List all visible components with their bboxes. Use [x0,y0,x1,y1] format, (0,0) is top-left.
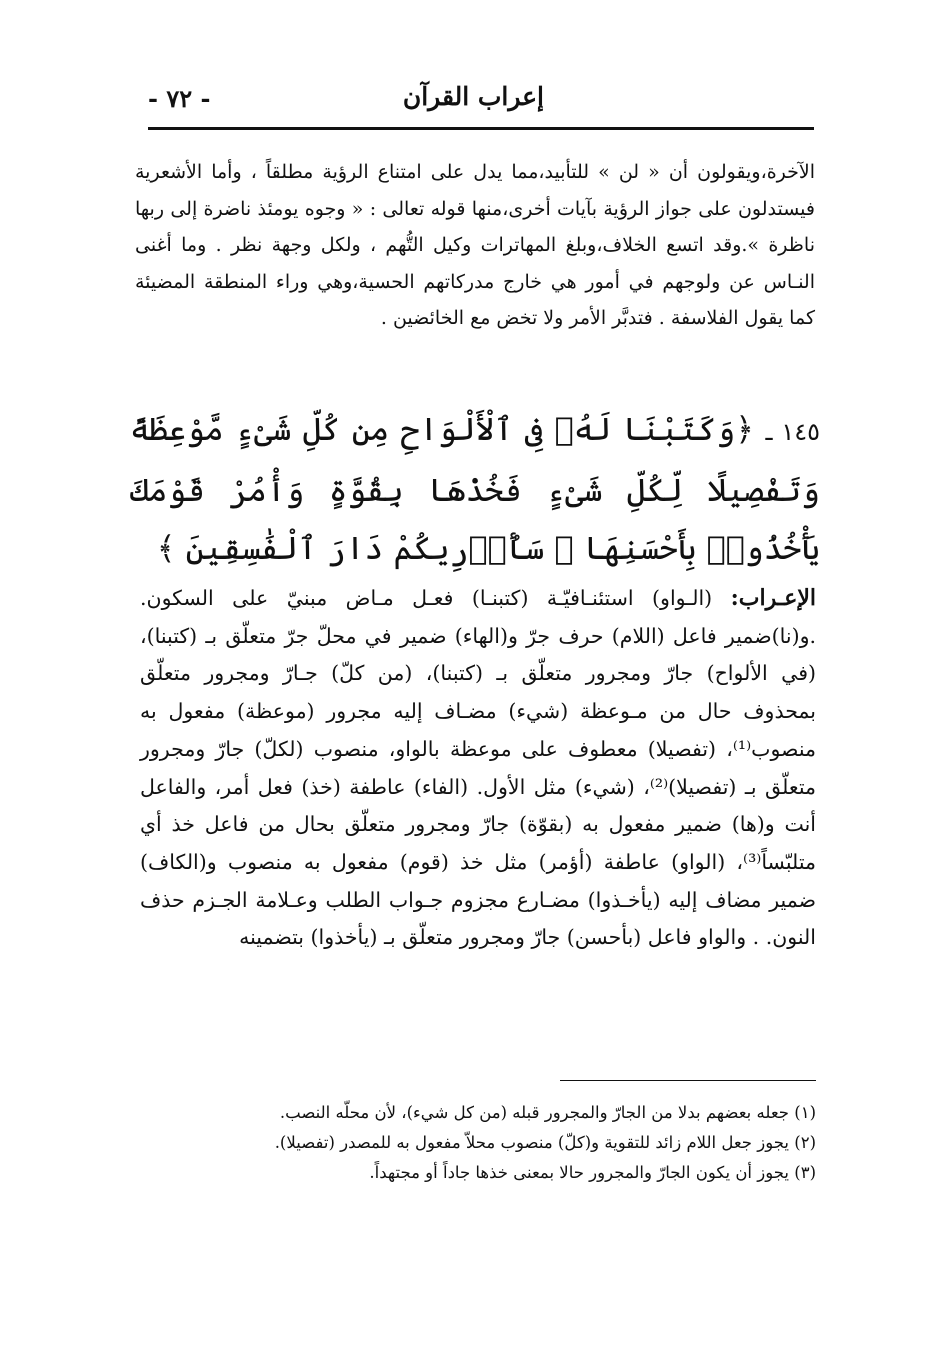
page-header [148,76,814,130]
page-number: - ٧٢ - [148,84,211,113]
intro-paragraph: الآخرة،ويقولون أن « لن » للتأبيد،مما يدل على امتناع الرؤية مطلقاً ، وأما الأشعرية فيستدلون على جواز الرؤية بآيات أخرى،منها قوله تعالى : « وجوه يومئذ ناضرة إلى ربها ناظرة ».وقد اتسع الخلاف،وبلغ المهاترات وكيل التُّهم ، ولكل وجهة نظر . وما أغنى النـاس عن ولوجهم في أمور هي خارج مدركاتهم الحسية،وهي وراء المنطقة المضيئة كما يقول الفلاسفة . فتدبَّر الأمر ولا تخض مع الخائضين . [135,161,815,330]
running-title: إعراب القرآن [402,82,544,111]
footnote-3: (٣) يجوز أن يكون الجارّ والمجرور حالا بمعنى خذها جاداً أو مجتهداً. [369,1163,816,1182]
footnote-separator [560,1080,816,1081]
quran-verse [130,400,820,577]
footnotes [150,1098,816,1188]
header-rule [148,127,814,130]
grammatical-analysis [140,580,816,957]
analysis-text: (الـواو) استئنـافيّـة (كتبنـا) فعـل مـاض مبنيّ على السكون. .و(نا)ضمير فاعل (اللام) حرف جرّ و(الهاء) ضمير في محلّ جرّ متعلّق بـ (كتبنا)، (في الألواح) جارّ ومجرور متعلّق بـ (كتبنا)، (من كلّ) جـارّ ومجرور متعلّق بمحذوف حال من مـوعظة (شيء) مضـاف إليه مجرور (موعظة) مفعول به منصوب⁽¹⁾، (تفصيلا) معطوف على موعظة بالواو، منصوب (لكلّ) جارّ ومجرور متعلّق بـ (تفصيلا)⁽²⁾، (شيء) مثل الأول. (الفاء) عاطفة (خذ) فعل أمر، والفاعل أنت و(ها) ضمير مفعول به (بقوّة) جارّ ومجرور متعلّق بحال من فاعل خذ أي متلبّساً⁽³⁾، (الواو) عاطفة (أؤمر) مثل خذ (قوم) مفعول به منصوب و(الكاف) ضمير مضاف إليه (يأخـذوا) مضـارع مجزوم جـواب الطلب وعـلامة الجـزم حذف النون. . والواو فاعل (بأحسن) جارّ ومجرور متعلّق بـ (يأخذوا) بتضمينه [140,586,816,950]
verse-number: ١٤٥ ـ [765,418,821,446]
verse-text: ﴿وَكَتَبْنَا لَهُۥ فِى ٱلْأَلْوَاحِ مِن كُلِّ شَىْءٍ مَّوْعِظَةً وَتَفْصِيلًا لِّكُلِّ شَىْءٍ فَخُذْهَا بِقُوَّةٍ وَأْمُرْ قَوْمَكَ يَأْخُذُوا۟ بِأَحْسَنِهَا ۚ سَأُو۟رِيكُمْ دَارَ ٱلْفَٰسِقِينَ ﴾ [130,410,820,567]
analysis-label: الإعـراب: [730,585,816,611]
footnote-2: (٢) يجوز جعل اللام زائد للتقوية و(كلّ) منصوب محلاّ مفعول به للمصدر (تفصيلا). [274,1133,816,1152]
footnote-1: (١) جعله بعضهم بدلا من الجارّ والمجرور قبله (من كل شيء)، لأن محلّه النصب. [279,1103,816,1122]
